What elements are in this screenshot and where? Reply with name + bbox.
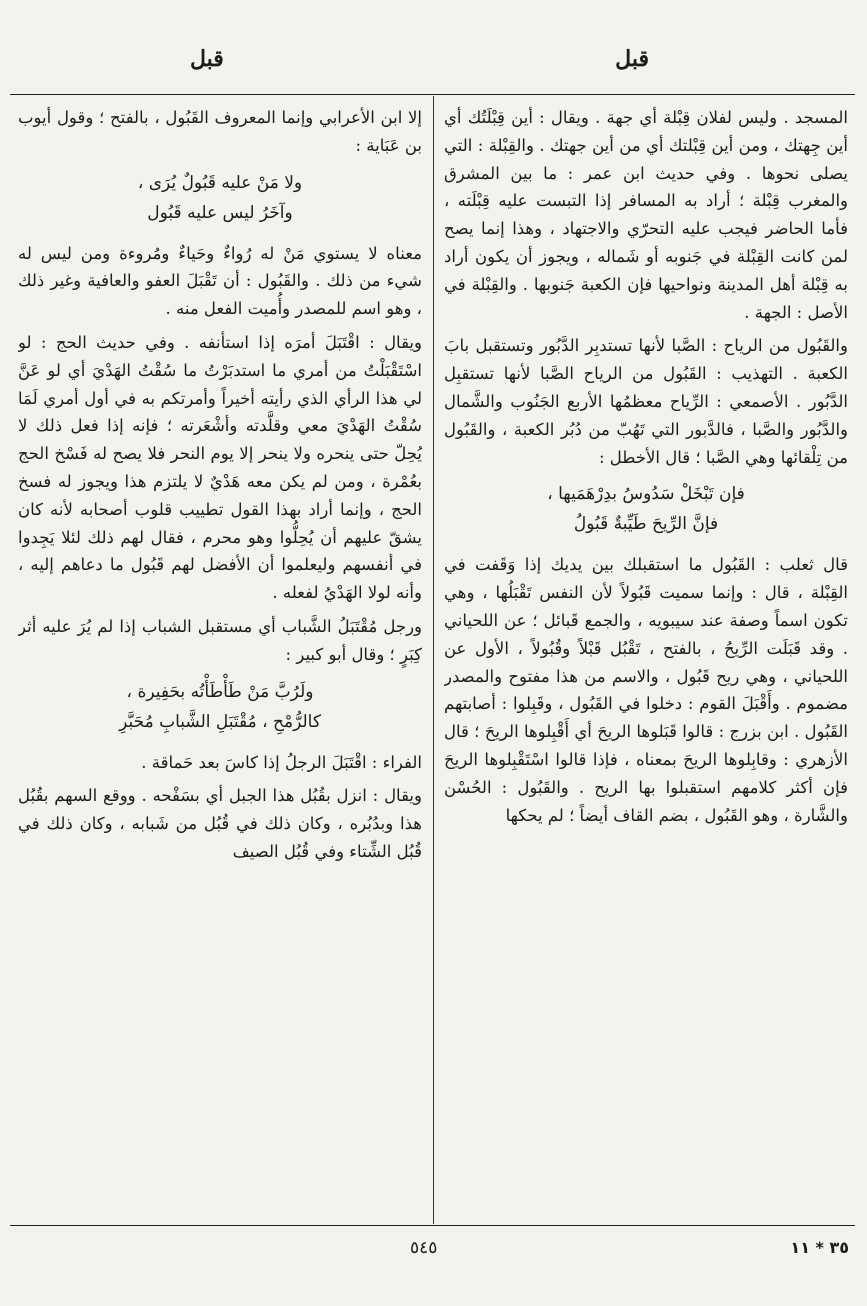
- header-word-left: قبل: [190, 46, 224, 72]
- header-word-right: قبل: [615, 46, 649, 72]
- paragraph: الفراء : اقْتَبَلَ الرجلُ إذا كاسَ بعد حَماقة .: [141, 752, 422, 772]
- verse: [18, 677, 422, 737]
- signature-mark: ٣٥ * ١١: [790, 1238, 849, 1257]
- paragraph: ويقال : انزل بقُبُل هذا الجبل أي بسَفْحه . ووقع السهم بقُبُل هذا وبدُبُره ، وكان ذلك في قُبُل من شَبابه ، وكان ذلك في قُبُل الشِّتاء وفي قُبُل الصيف: [18, 786, 422, 861]
- verse: [444, 479, 848, 539]
- verse-line: ولَرُبَّ مَنْ طَأْطَأْتُه بحَفِيرة ،: [126, 681, 314, 702]
- verse-line: وآخَرُ ليس عليه قَبُول: [147, 202, 293, 223]
- right-column: [444, 104, 848, 1216]
- paragraph: والقَبُول من الرياح : الصَّبا لأنها تستدبِر الدَّبُور وتستقبل بابَ الكعبة . التهذيب : القَبُول من الرياح الصَّبا لأنها تستقبِل الدَّبُور . الأصمعي : الرِّياح معظمُها الأربع الجَنُوب والشَّمال والدَّبُور والصَّبا ، فالدَّبور التي تَهُبّ من دُبُر الكعبة ، والقَبُول من تِلْقائها وهي الصَّبا ؛ قال الأخطل :: [444, 336, 848, 467]
- verse: [18, 168, 422, 228]
- paragraph: المسجد . وليس لفلان قِبْلة أي جهة . ويقال : أين قِبْلَتُك أي أين جِهتك ، ومن أين قِبْلتك أي من أين جهتك . والقِبْلة : التي يصلى نحوها . وفي حديث ابن عمر : ما بين المشرق والمغرب قِبْلة ؛ أراد به المسافر إذا التبست عليه قِبْلَته ، فأما الحاضر فيجب عليه التحرّي والاجتهاد ، وهذا إنما يصح لمن كانت القِبْلة في جَنوبه أو شَماله ، ويجوز أن يكون أراد به قِبْلة أهل المدينة ونواحيها فإن الكعبة جَنوبها . والقِبْلة في الأصل : الجهة .: [444, 108, 848, 322]
- paragraph: ويقال : اقْتَبَلَ أمرَه إذا استأنفه . وفي حديث الحج : لو اسْتَقْبَلْتُ من أمري ما استدبَرْتُ ما سُقْتُ الهَدْيَ أي لو عَنَّ لي هذا الرأي الذي رأيته أخيراً وأمرتكم به في أول أمري لَمَا سُقْتُ الهَدْيَ معي وقلَّدته وأشْعَرته ؛ فإنه إذا فعل ذلك لا يُحِلّ حتى ينحره ولا ينحر إلا يوم النحر فلا يصح له فَسْخ الحج بعُمْرة ، ومن لم يكن معه هَدْيٌ لا يلتزم هذا ويجوز له فسخ الحج ، وإنما أراد بهذا القول تطييب قلوب أصحابه لأنه كان يشقّ عليهم أن يُحِلُّوا وهو محرم ، فقال لهم ذلك لئلا يَجِدوا في أنفسهم وليعلموا أن الأفضل لهم قَبُول ما دعاهم إليه ، وأنه لولا الهَدْيُ لفعله .: [18, 332, 422, 603]
- verse-line: فإن تَبْخَلْ سَدُوسُ بدِرْهَمَيها ،: [547, 484, 745, 505]
- column-divider: [433, 96, 434, 1224]
- paragraph: قال ثعلب : القَبُول ما استقبلك بين يديك إذا وَقَفت في القِبْلة ، قال : وإنما سميت قَبُولاً لأن النفس تَقْبَلُها ، وهي تكون اسماً وصفة عند سيبويه ، والجمع قَبائل ؛ عن اللحياني . وقد قَبَلَت الرِّيحُ ، بالفتح ، تَقْبُل قَبْلاً وقُبُولاً ، الأول عن اللحياني ، وهي ريح قَبُول ، والاسم من هذا مفتوح والمصدر مضموم . وأَقْبَلَ القوم : دخلوا في القَبُول ، وقَبِلوا : أصابتهم القَبُول . ابن بزرج : قالوا قَبَلوها الريحَ أي أَقْبِلوها الريحَ ؛ قال الأزهري : وقابِلوها الريحَ بمعناه ، فإذا قالوا اسْتَقْبِلوها الريحَ فإن أكثر كلامهم استقبلوا بها الريح . والقَبُول : الحُسْن والشَّارة ، وهو القَبُول ، بضم القاف أيضاً ؛ لم يحكها: [444, 555, 848, 825]
- paragraph: إلا ابن الأعرابي وإنما المعروف القَبُول ، بالفتح ؛ وقول أيوب بن عَبَاية :: [18, 108, 422, 155]
- top-rule: [10, 94, 855, 95]
- verse-line: ولا مَنْ عليه قَبُولٌ يُرَى ،: [137, 172, 303, 193]
- bottom-rule: [10, 1225, 855, 1226]
- verse-line: كالرُّمْحِ ، مُقْتَبَلِ الشَّبابِ مُحَبَّرِ: [119, 711, 321, 732]
- paragraph: ورجل مُقْتَبَلُ الشَّباب أي مستقبل الشباب إذا لم يُرَ عليه أثر كِبَرٍ ؛ وقال أبو كبير :: [18, 616, 422, 664]
- verse-line: فإنَّ الرِّيحَ طَيِّبةٌ قَبُولُ: [573, 514, 719, 535]
- paragraph: معناه لا يستوي مَنْ له رُواءٌ وحَياءٌ ومُروءة ومن ليس له شيء من ذلك . والقَبُول : أن تَقْبَلَ العفو والعافية وغير ذلك ، وهو اسم للمصدر وأُميت الفعل منه .: [18, 243, 422, 319]
- page-number: ٥٤٥: [410, 1238, 438, 1258]
- left-column: [18, 104, 422, 1216]
